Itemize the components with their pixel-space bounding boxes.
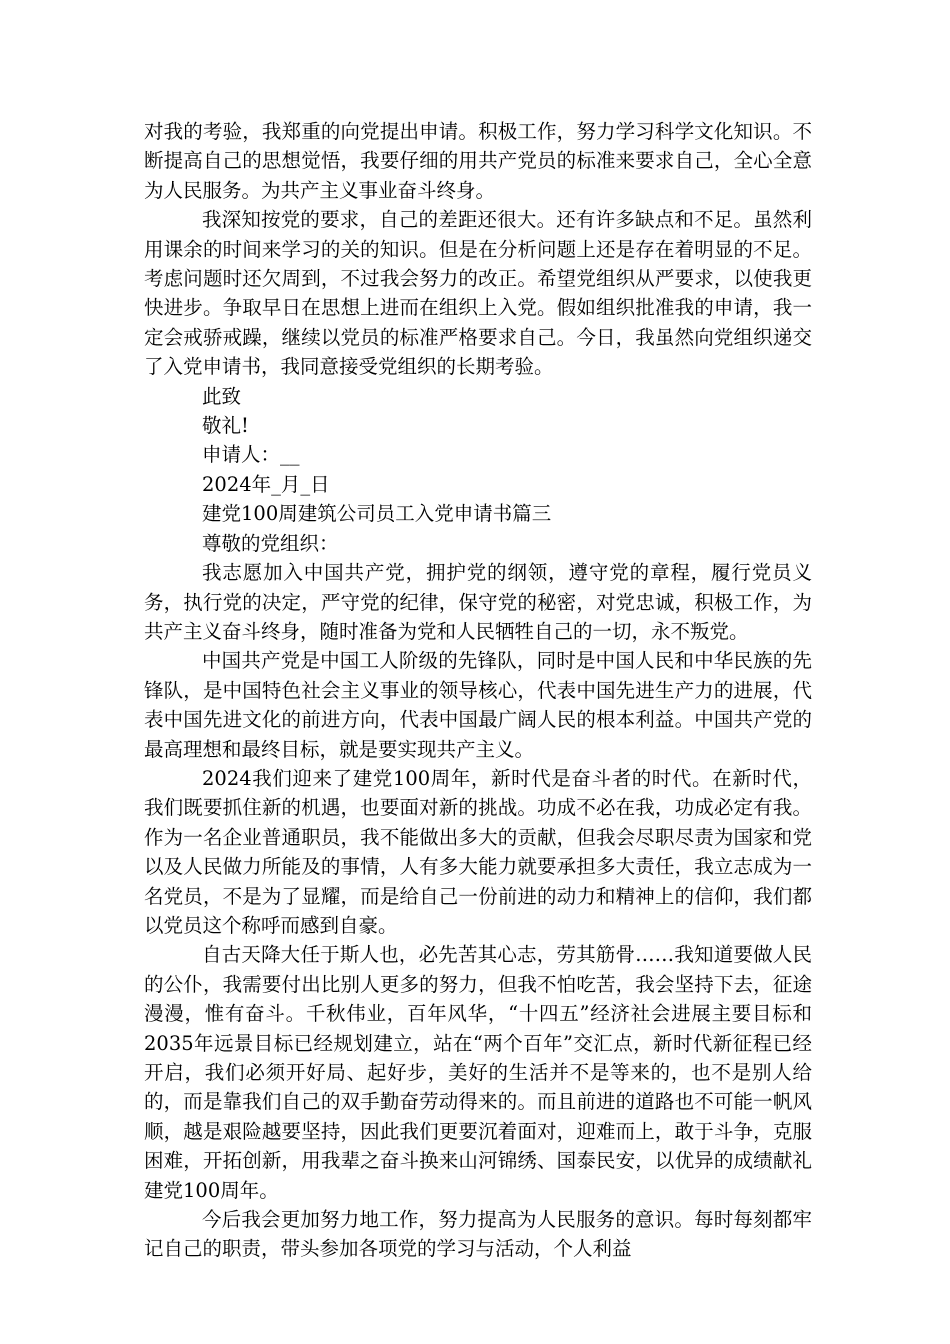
section-title: 建党100周建筑公司员工入党申请书篇三 (202, 502, 552, 526)
closing-jing-li: 敬礼! (202, 414, 249, 438)
closing-ci-zhi: 此致 (202, 384, 242, 408)
paragraph-6: 自古天降大任于斯人也，必先苦其心志，劳其筋骨……我知道要做人民的公仆，我需要付出比别人更多的努力，但我不怕吃苦，我会坚持下去，征途漫漫，惟有奋斗。千秋伟业，百年风华，“十四五”经济社会进展主要目标和2035年远景目标已经规划建立，站在“两个百年”交汇点，新时代新征程已经开启，我们必须开好局、起好步，美好的生活并不是等来的，也不是别人给的，而是靠我们自己的双手勤奋劳动得来的。而且前进的道路也不可能一帆风顺，越是艰险越要坚持，因此我们更要沉着面对，迎难而上，敢于斗争，克服困难，开拓创新，用我辈之奋斗换来山河锦绣、国泰民安，以优异的成绩献礼建党100周年。 (144, 943, 812, 1202)
salutation: 尊敬的党组织： (202, 531, 339, 555)
paragraph-2: 我深知按党的要求，自己的差距还很大。还有许多缺点和不足。虽然利用课余的时间来学习的关的知识。但是在分析问题上还是存在着明显的不足。考虑问题时还欠周到，不过我会努力的改正。希望党组织从严要求，以使我更快进步。争取早日在思想上进而在组织上入党。假如组织批准我的申请，我一定会戒骄戒躁，继续以党员的标准严格要求自己。今日，我虽然向党组织递交了入党申请书，我同意接受党组织的长期考验。 (144, 208, 812, 379)
paragraph-5: 2024我们迎来了建党100周年，新时代是奋斗者的时代。在新时代，我们既要抓住新的机遇，也要面对新的挑战。功成不必在我，功成必定有我。作为一名企业普通职员，我不能做出多大的贡献，但我会尽职尽责为国家和党以及人民做力所能及的事情，人有多大能力就要承担多大责任，我立志成为一名党员，不是为了显耀，而是给自己一份前进的动力和精神上的信仰，我们都以党员这个称呼而感到自豪。 (144, 766, 812, 937)
applicant-line: 申请人：__ (202, 443, 300, 467)
paragraph-3: 我志愿加入中国共产党，拥护党的纲领，遵守党的章程，履行党员义务，执行党的决定，严守党的纪律，保守党的秘密，对党忠诚，积极工作，为共产主义奋斗终身，随时准备为党和人民牺牲自己的一切，永不叛党。 (144, 561, 812, 643)
document-page (144, 117, 812, 1264)
paragraph-4: 中国共产党是中国工人阶级的先锋队，同时是中国人民和中华民族的先锋队，是中国特色社会主义事业的领导核心，代表中国先进生产力的进展，代表中国先进文化的前进方向，代表中国最广阔人民的根本利益。中国共产党的最高理想和最终目标，就是要实现共产主义。 (144, 649, 812, 761)
date-line: 2024年_月_日 (202, 472, 330, 496)
paragraph-7: 今后我会更加努力地工作，努力提高为人民服务的意识。每时每刻都牢记自己的职责，带头参加各项党的学习与活动，个人利益 (144, 1208, 812, 1261)
paragraph-1: 对我的考验，我郑重的向党提出申请。积极工作，努力学习科学文化知识。不断提高自己的思想觉悟，我要仔细的用共产党员的标准来要求自己，全心全意为人民服务。为共产主义事业奋斗终身。 (144, 120, 812, 202)
